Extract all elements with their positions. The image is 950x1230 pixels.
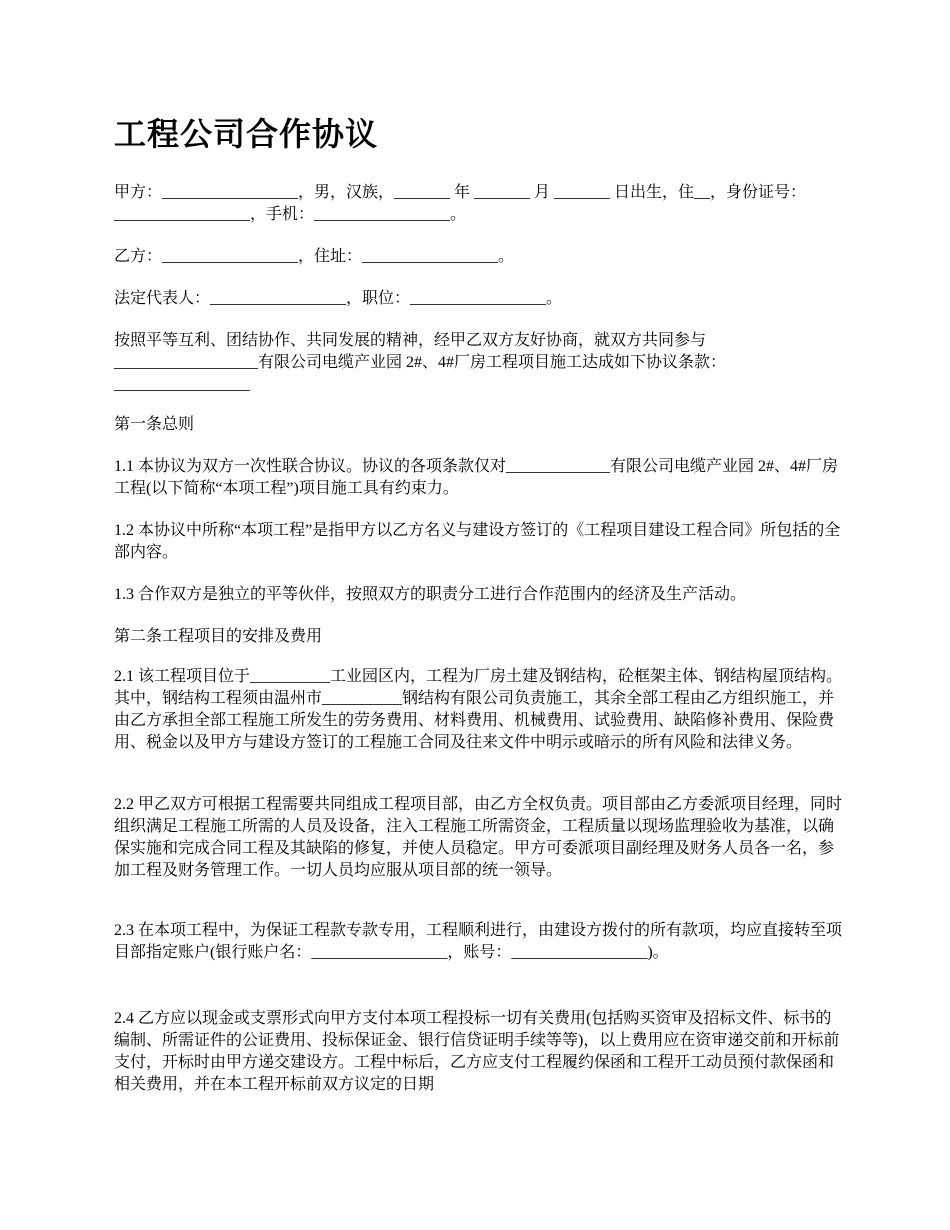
clause-1-3: 1.3 合作双方是独立的平等伙伴，按照双方的职责分工进行合作范围内的经济及生产活动。 (114, 586, 747, 603)
clause-2-3: 2.3 在本项工程中，为保证工程款专款专用，工程顺利进行，由建设方拨付的所有款项，均应直接转至项目部指定账户(银行账户名：_________________，账号：_________________)。 (114, 922, 843, 961)
clause-2-2: 2.2 甲乙双方可根据工程需要共同组成工程项目部，由乙方全权负责。项目部由乙方委派项目经理，同时组织满足工程施工所需的人员及设备，注入工程施工所需资金，工程质量以现场监理验收为基准，以确保实施和完成合同工程及其缺陷的修复，并使人员稳定。甲方可委派项目副经理及财务人员各一名，参加工程及财务管理工作。一切人员均应服从项目部的统一领导。 (114, 796, 843, 879)
party-a-paragraph: 甲方：_________________，男，汉族，_______ 年 _______ 月 _______ 日出生，住__，身份证号：_________________，手机：_________________。 (114, 184, 807, 223)
party-b-paragraph: 乙方：_________________，住址：_________________。 (114, 248, 515, 265)
preamble-paragraph: 按照平等互利、团结协作、共同发展的精神，经甲乙双方友好协商，就双方共同参与__________________有限公司电缆产业园 2#、4#厂房工程项目施工达成如下协议条款：_________________ (114, 332, 727, 393)
clause-2-4: 2.4 乙方应以现金或支票形式向甲方支付本项工程投标一切有关费用(包括购买资审及招标文件、标书的编制、所需证件的公证费用、投标保证金、银行信贷证明手续等等)，以上费用应在资审递交前和开标前支付，开标时由甲方递交建设方。工程中标后，乙方应支付工程履约保函和工程开工动员预付款保函和相关费用，并在本工程开标前双方议定的日期 (114, 1010, 840, 1093)
legal-representative-paragraph: 法定代表人：_________________，职位：_________________。 (114, 290, 563, 307)
document-title: 工程公司合作协议 (114, 115, 379, 153)
article-2-heading: 第二条工程项目的安排及费用 (114, 628, 323, 645)
article-1-heading: 第一条总则 (114, 416, 195, 433)
clause-1-1: 1.1 本协议为双方一次性联合协议。协议的各项条款仅对_____________有限公司电缆产业园 2#、4#厂房工程(以下简称“本项工程”)项目施工具有约束力。 (114, 458, 839, 497)
clause-2-1: 2.1 该工程项目位于__________工业园区内，工程为厂房土建及钢结构，砼框架主体、钢结构屋顶结构。其中，钢结构工程须由温州市__________钢结构有限公司负责施工，其余全部工程由乙方组织施工，并由乙方承担全部工程施工所发生的劳务费用、材料费用、机械费用、试验费用、缺陷修补费用、保险费用、税金以及甲方与建设方签订的工程施工合同及往来文件中明示或暗示的所有风险和法律义务。 (114, 668, 843, 751)
clause-1-2: 1.2 本协议中所称“本项工程”是指甲方以乙方名义与建设方签订的《工程项目建设工程合同》所包括的全部内容。 (114, 522, 841, 561)
